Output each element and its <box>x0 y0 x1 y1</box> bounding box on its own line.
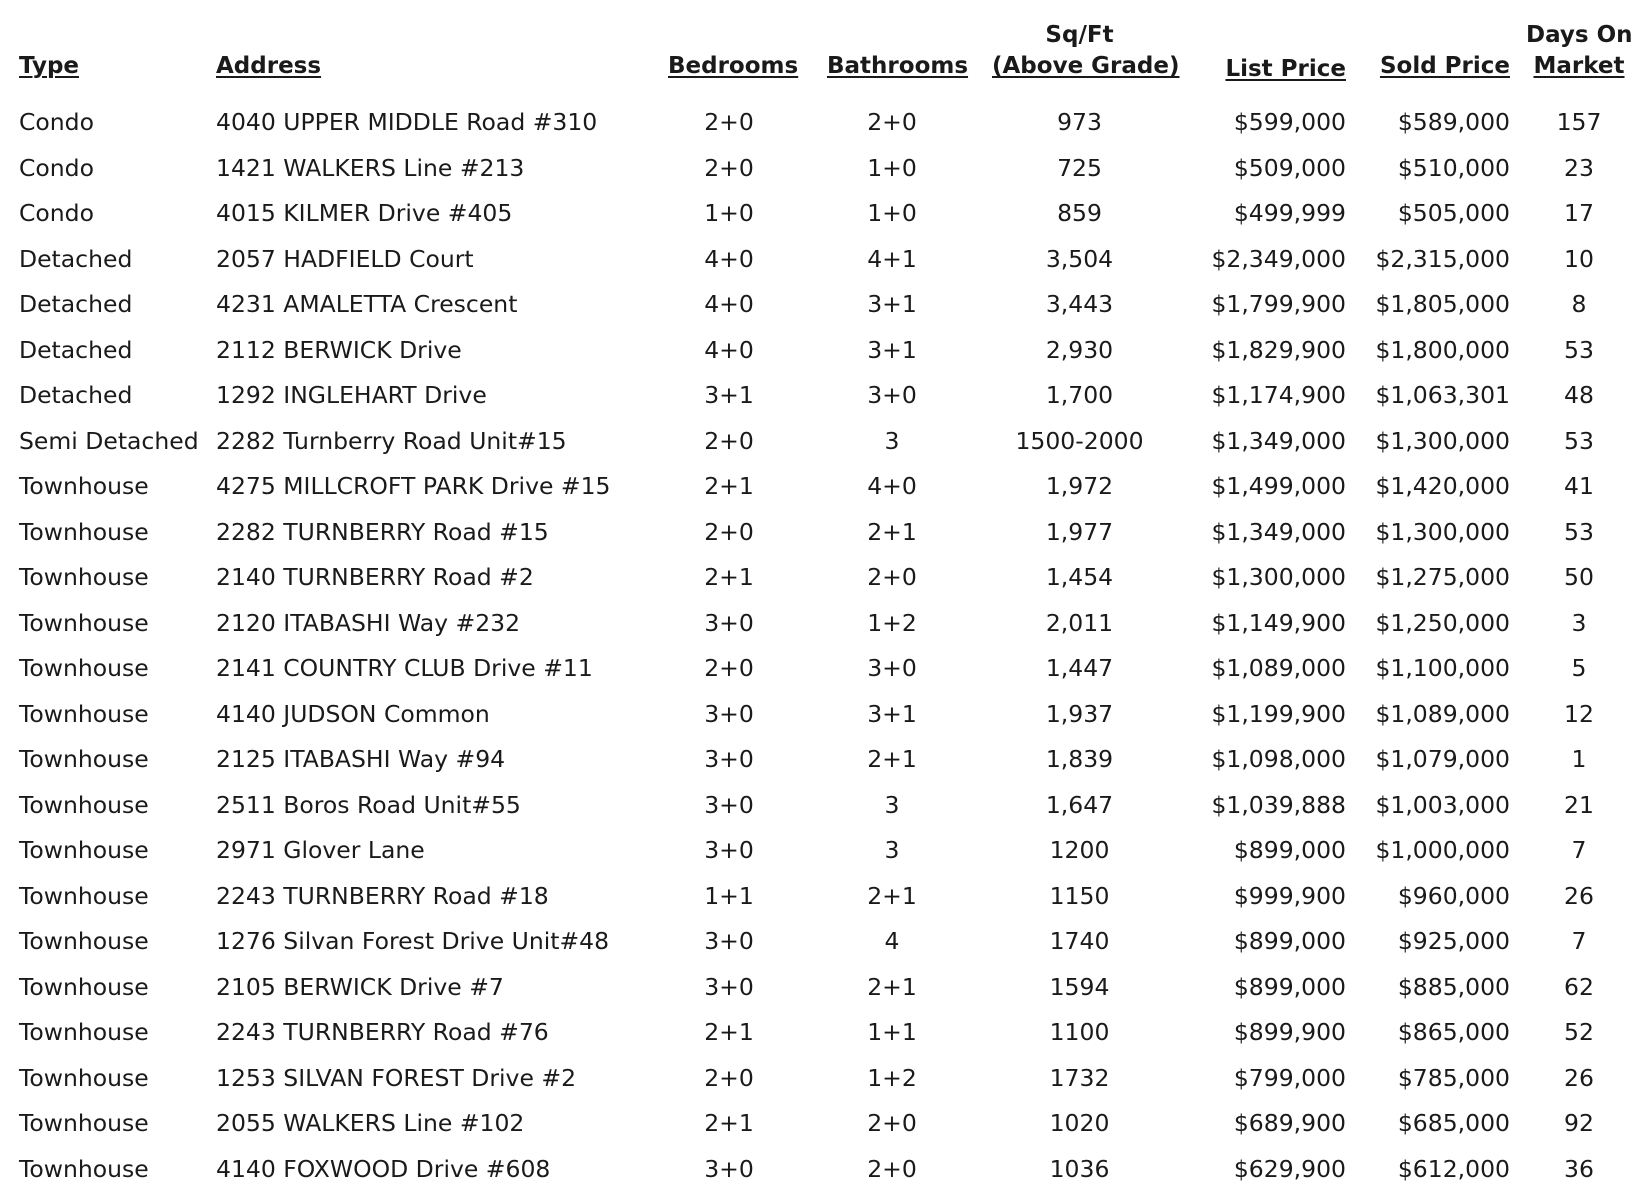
cell-type: Townhouse <box>19 972 149 1001</box>
cell-sqft: 1,977 <box>1045 517 1114 546</box>
cell-days-on-market: 8 <box>1571 290 1587 318</box>
header-dom-line2: Market <box>1533 53 1625 79</box>
cell-days-on-market: 10 <box>1564 244 1594 273</box>
table-row <box>0 328 1650 374</box>
table-row <box>0 646 1650 692</box>
cell-bedrooms: 3+1 <box>704 381 754 409</box>
cell-sqft: 3,443 <box>1045 290 1114 318</box>
table-row <box>0 601 1650 647</box>
cell-list-price: $999,900 <box>1233 881 1346 910</box>
cell-address: 2112 BERWICK Drive <box>216 335 462 364</box>
cell-bathrooms: 4+1 <box>867 244 917 273</box>
cell-type: Townhouse <box>19 563 149 591</box>
table-row <box>0 783 1650 829</box>
cell-days-on-market: 36 <box>1564 1154 1594 1183</box>
cell-sqft: 1732 <box>1049 1063 1110 1092</box>
header-days-on-market <box>1526 20 1632 82</box>
cell-sqft: 1,972 <box>1045 472 1114 500</box>
cell-address: 4275 MILLCROFT PARK Drive #15 <box>216 472 611 500</box>
cell-days-on-market: 48 <box>1564 381 1594 409</box>
cell-days-on-market: 23 <box>1564 153 1594 182</box>
cell-days-on-market: 157 <box>1556 108 1602 136</box>
cell-address: 4040 UPPER MIDDLE Road #310 <box>216 108 598 136</box>
cell-sold-price: $1,003,000 <box>1375 790 1510 819</box>
cell-list-price: $1,499,000 <box>1211 472 1346 500</box>
cell-sqft: 1,454 <box>1045 563 1114 591</box>
cell-bedrooms: 2+1 <box>704 563 754 591</box>
cell-list-price: $509,000 <box>1233 153 1346 182</box>
cell-bathrooms: 3+0 <box>867 381 917 409</box>
cell-bathrooms: 4+0 <box>867 472 917 500</box>
cell-type: Detached <box>19 244 133 273</box>
table-row <box>0 692 1650 738</box>
cell-bedrooms: 1+0 <box>704 199 754 227</box>
cell-sqft: 1020 <box>1049 1109 1110 1137</box>
table-row <box>0 282 1650 328</box>
cell-bathrooms: 3 <box>884 836 900 864</box>
header-list-price <box>1178 54 1346 85</box>
cell-sqft: 2,930 <box>1045 335 1114 364</box>
cell-bathrooms: 3+1 <box>867 699 917 728</box>
cell-type: Townhouse <box>19 836 149 864</box>
cell-address: 2055 WALKERS Line #102 <box>216 1109 525 1137</box>
table-row <box>0 237 1650 283</box>
cell-bathrooms: 2+0 <box>867 1109 917 1137</box>
cell-bathrooms: 2+0 <box>867 1154 917 1183</box>
cell-bathrooms: 2+1 <box>867 745 917 773</box>
cell-sqft: 1,447 <box>1045 654 1114 682</box>
cell-bedrooms: 2+0 <box>704 517 754 546</box>
cell-bedrooms: 3+0 <box>704 1154 754 1183</box>
cell-type: Townhouse <box>19 745 149 773</box>
cell-type: Townhouse <box>19 517 149 546</box>
cell-bathrooms: 3+1 <box>867 290 917 318</box>
cell-bedrooms: 2+1 <box>704 472 754 500</box>
cell-address: 2140 TURNBERRY Road #2 <box>216 563 534 591</box>
cell-bathrooms: 3 <box>884 790 900 819</box>
cell-bathrooms: 3 <box>884 426 900 455</box>
cell-bedrooms: 2+0 <box>704 654 754 682</box>
cell-list-price: $629,900 <box>1233 1154 1346 1183</box>
cell-bedrooms: 2+0 <box>704 426 754 455</box>
table-body <box>0 100 1650 1192</box>
table-row <box>0 555 1650 601</box>
cell-sqft: 3,504 <box>1045 244 1114 273</box>
cell-type: Townhouse <box>19 881 149 910</box>
cell-address: 1292 INGLEHART Drive <box>216 381 487 409</box>
table-row <box>0 419 1650 465</box>
cell-sqft: 1,647 <box>1045 790 1114 819</box>
cell-sold-price: $785,000 <box>1397 1063 1510 1092</box>
cell-sqft: 2,011 <box>1045 608 1114 637</box>
cell-type: Condo <box>19 108 94 136</box>
cell-days-on-market: 26 <box>1564 881 1594 910</box>
cell-list-price: $1,300,000 <box>1211 563 1346 591</box>
cell-address: 4140 JUDSON Common <box>216 699 490 728</box>
header-type <box>19 51 79 82</box>
table-row <box>0 737 1650 783</box>
cell-days-on-market: 17 <box>1564 199 1594 227</box>
cell-type: Detached <box>19 335 133 364</box>
cell-bathrooms: 4 <box>884 927 900 955</box>
cell-bathrooms: 1+2 <box>867 1063 917 1092</box>
cell-days-on-market: 41 <box>1564 472 1594 500</box>
cell-list-price: $1,149,900 <box>1211 608 1346 637</box>
cell-list-price: $1,098,000 <box>1211 745 1346 773</box>
cell-type: Townhouse <box>19 1063 149 1092</box>
cell-sqft: 1036 <box>1049 1154 1110 1183</box>
table-row <box>0 828 1650 874</box>
cell-list-price: $499,999 <box>1233 199 1346 227</box>
cell-address: 2243 TURNBERRY Road #76 <box>216 1018 549 1046</box>
table-header <box>0 18 1650 84</box>
table-row <box>0 373 1650 419</box>
cell-bedrooms: 3+0 <box>704 608 754 637</box>
cell-bedrooms: 3+0 <box>704 927 754 955</box>
cell-bedrooms: 3+0 <box>704 790 754 819</box>
cell-bathrooms: 2+1 <box>867 972 917 1001</box>
cell-bedrooms: 2+1 <box>704 1109 754 1137</box>
cell-sold-price: $1,805,000 <box>1375 290 1510 318</box>
cell-sold-price: $1,089,000 <box>1375 699 1510 728</box>
cell-sold-price: $885,000 <box>1397 972 1510 1001</box>
cell-type: Detached <box>19 290 133 318</box>
cell-address: 2125 ITABASHI Way #94 <box>216 745 506 773</box>
cell-days-on-market: 7 <box>1571 927 1587 955</box>
cell-days-on-market: 5 <box>1571 654 1587 682</box>
cell-type: Townhouse <box>19 790 149 819</box>
cell-type: Condo <box>19 199 94 227</box>
cell-sold-price: $960,000 <box>1397 881 1510 910</box>
cell-sqft: 859 <box>1057 199 1102 227</box>
cell-type: Townhouse <box>19 1109 149 1137</box>
cell-address: 2120 ITABASHI Way #232 <box>216 608 521 637</box>
cell-list-price: $1,199,900 <box>1211 699 1346 728</box>
cell-sold-price: $925,000 <box>1397 927 1510 955</box>
cell-sqft: 1,700 <box>1045 381 1114 409</box>
cell-list-price: $1,039,888 <box>1211 790 1346 819</box>
cell-type: Townhouse <box>19 1018 149 1046</box>
cell-sold-price: $612,000 <box>1397 1154 1510 1183</box>
table-row <box>0 146 1650 192</box>
cell-sqft: 1100 <box>1049 1018 1110 1046</box>
cell-type: Townhouse <box>19 1154 149 1183</box>
cell-list-price: $899,900 <box>1233 1018 1346 1046</box>
cell-list-price: $899,000 <box>1233 836 1346 864</box>
cell-sold-price: $1,420,000 <box>1375 472 1510 500</box>
cell-type: Townhouse <box>19 927 149 955</box>
cell-address: 2282 TURNBERRY Road #15 <box>216 517 549 546</box>
cell-bedrooms: 2+1 <box>704 1018 754 1046</box>
cell-bedrooms: 1+1 <box>704 881 754 910</box>
cell-sold-price: $1,300,000 <box>1375 517 1510 546</box>
cell-days-on-market: 3 <box>1571 608 1587 637</box>
cell-list-price: $1,829,900 <box>1211 335 1346 364</box>
cell-bathrooms: 1+0 <box>867 199 917 227</box>
table-row <box>0 191 1650 237</box>
cell-days-on-market: 1 <box>1571 745 1587 773</box>
cell-address: 2971 Glover Lane <box>216 836 425 864</box>
cell-type: Townhouse <box>19 699 149 728</box>
cell-address: 2105 BERWICK Drive #7 <box>216 972 504 1001</box>
cell-type: Semi Detached <box>19 426 199 455</box>
cell-list-price: $2,349,000 <box>1211 244 1346 273</box>
cell-days-on-market: 12 <box>1564 699 1594 728</box>
cell-list-price: $1,089,000 <box>1211 654 1346 682</box>
cell-bathrooms: 3+1 <box>867 335 917 364</box>
cell-address: 2243 TURNBERRY Road #18 <box>216 881 549 910</box>
cell-bathrooms: 2+0 <box>867 108 917 136</box>
cell-address: 2057 HADFIELD Court <box>216 244 474 273</box>
cell-bedrooms: 3+0 <box>704 699 754 728</box>
cell-sold-price: $505,000 <box>1397 199 1510 227</box>
cell-list-price: $1,349,000 <box>1211 426 1346 455</box>
cell-sqft: 973 <box>1057 108 1102 136</box>
cell-bathrooms: 1+0 <box>867 153 917 182</box>
cell-sqft: 1740 <box>1049 927 1110 955</box>
cell-sold-price: $1,063,301 <box>1375 381 1510 409</box>
cell-days-on-market: 53 <box>1564 426 1594 455</box>
cell-bedrooms: 2+0 <box>704 153 754 182</box>
cell-bedrooms: 4+0 <box>704 290 754 318</box>
cell-sold-price: $589,000 <box>1397 108 1510 136</box>
header-bedrooms <box>668 51 799 82</box>
cell-address: 2282 Turnberry Road Unit#15 <box>216 426 567 455</box>
cell-sold-price: $685,000 <box>1397 1109 1510 1137</box>
table-row <box>0 919 1650 965</box>
cell-sqft: 1500-2000 <box>1015 426 1144 455</box>
header-list-price-label: List Price <box>1225 56 1346 82</box>
header-address <box>216 51 321 82</box>
table-row <box>0 1056 1650 1102</box>
cell-type: Townhouse <box>19 472 149 500</box>
header-bathrooms <box>827 51 969 82</box>
cell-sold-price: $1,800,000 <box>1375 335 1510 364</box>
cell-list-price: $1,174,900 <box>1211 381 1346 409</box>
cell-days-on-market: 62 <box>1564 972 1594 1001</box>
cell-list-price: $599,000 <box>1233 108 1346 136</box>
cell-days-on-market: 26 <box>1564 1063 1594 1092</box>
cell-sqft: 1200 <box>1049 836 1110 864</box>
cell-sold-price: $1,079,000 <box>1375 745 1510 773</box>
cell-days-on-market: 53 <box>1564 517 1594 546</box>
cell-bedrooms: 4+0 <box>704 244 754 273</box>
cell-sold-price: $510,000 <box>1397 153 1510 182</box>
cell-sqft: 1594 <box>1049 972 1110 1001</box>
table-row <box>0 464 1650 510</box>
cell-days-on-market: 52 <box>1564 1018 1594 1046</box>
header-sold-price-label: Sold Price <box>1379 53 1510 79</box>
table-row <box>0 1147 1650 1193</box>
header-dom-line1: Days On <box>1526 22 1633 48</box>
cell-type: Townhouse <box>19 608 149 637</box>
cell-sold-price: $1,250,000 <box>1375 608 1510 637</box>
cell-address: 1276 Silvan Forest Drive Unit#48 <box>216 927 610 955</box>
cell-sold-price: $1,100,000 <box>1375 654 1510 682</box>
cell-bedrooms: 3+0 <box>704 972 754 1001</box>
cell-list-price: $1,799,900 <box>1211 290 1346 318</box>
cell-days-on-market: 50 <box>1564 563 1594 591</box>
cell-bedrooms: 2+0 <box>704 1063 754 1092</box>
cell-list-price: $899,000 <box>1233 972 1346 1001</box>
cell-bathrooms: 2+1 <box>867 881 917 910</box>
cell-days-on-market: 7 <box>1571 836 1587 864</box>
header-bathrooms-label: Bathrooms <box>827 53 969 79</box>
cell-list-price: $899,000 <box>1233 927 1346 955</box>
cell-address: 4231 AMALETTA Crescent <box>216 290 518 318</box>
cell-address: 4015 KILMER Drive #405 <box>216 199 513 227</box>
header-sqft <box>992 20 1180 82</box>
table-row <box>0 874 1650 920</box>
header-bedrooms-label: Bedrooms <box>668 53 799 79</box>
cell-sold-price: $1,000,000 <box>1375 836 1510 864</box>
cell-list-price: $1,349,000 <box>1211 517 1346 546</box>
cell-bedrooms: 2+0 <box>704 108 754 136</box>
table-row <box>0 1010 1650 1056</box>
cell-sold-price: $2,315,000 <box>1375 244 1510 273</box>
cell-address: 4140 FOXWOOD Drive #608 <box>216 1154 551 1183</box>
cell-type: Condo <box>19 153 94 182</box>
cell-sold-price: $865,000 <box>1397 1018 1510 1046</box>
cell-sold-price: $1,275,000 <box>1375 563 1510 591</box>
cell-bedrooms: 4+0 <box>704 335 754 364</box>
cell-address: 2141 COUNTRY CLUB Drive #11 <box>216 654 593 682</box>
header-sqft-line1: Sq/Ft <box>1045 22 1114 48</box>
cell-address: 1253 SILVAN FOREST Drive #2 <box>216 1063 577 1092</box>
table-row <box>0 965 1650 1011</box>
cell-bedrooms: 3+0 <box>704 745 754 773</box>
cell-days-on-market: 92 <box>1564 1109 1594 1137</box>
cell-list-price: $799,000 <box>1233 1063 1346 1092</box>
header-sqft-line2: (Above Grade) <box>992 53 1180 79</box>
cell-sqft: 1,839 <box>1045 745 1114 773</box>
cell-bedrooms: 3+0 <box>704 836 754 864</box>
cell-days-on-market: 21 <box>1564 790 1594 819</box>
cell-address: 2511 Boros Road Unit#55 <box>216 790 521 819</box>
cell-sqft: 725 <box>1057 153 1102 182</box>
header-sold-price <box>1360 51 1510 82</box>
cell-sold-price: $1,300,000 <box>1375 426 1510 455</box>
cell-list-price: $689,900 <box>1233 1109 1346 1137</box>
cell-sqft: 1150 <box>1049 881 1110 910</box>
header-type-label: Type <box>19 53 80 79</box>
table-row <box>0 1101 1650 1147</box>
cell-bathrooms: 1+1 <box>867 1018 917 1046</box>
header-address-label: Address <box>216 53 322 79</box>
cell-type: Townhouse <box>19 654 149 682</box>
table-row <box>0 510 1650 556</box>
cell-sqft: 1,937 <box>1045 699 1114 728</box>
cell-address: 1421 WALKERS Line #213 <box>216 153 525 182</box>
cell-type: Detached <box>19 381 133 409</box>
cell-bathrooms: 3+0 <box>867 654 917 682</box>
cell-days-on-market: 53 <box>1564 335 1594 364</box>
cell-bathrooms: 1+2 <box>867 608 917 637</box>
cell-bathrooms: 2+0 <box>867 563 917 591</box>
table-row <box>0 100 1650 146</box>
cell-bathrooms: 2+1 <box>867 517 917 546</box>
